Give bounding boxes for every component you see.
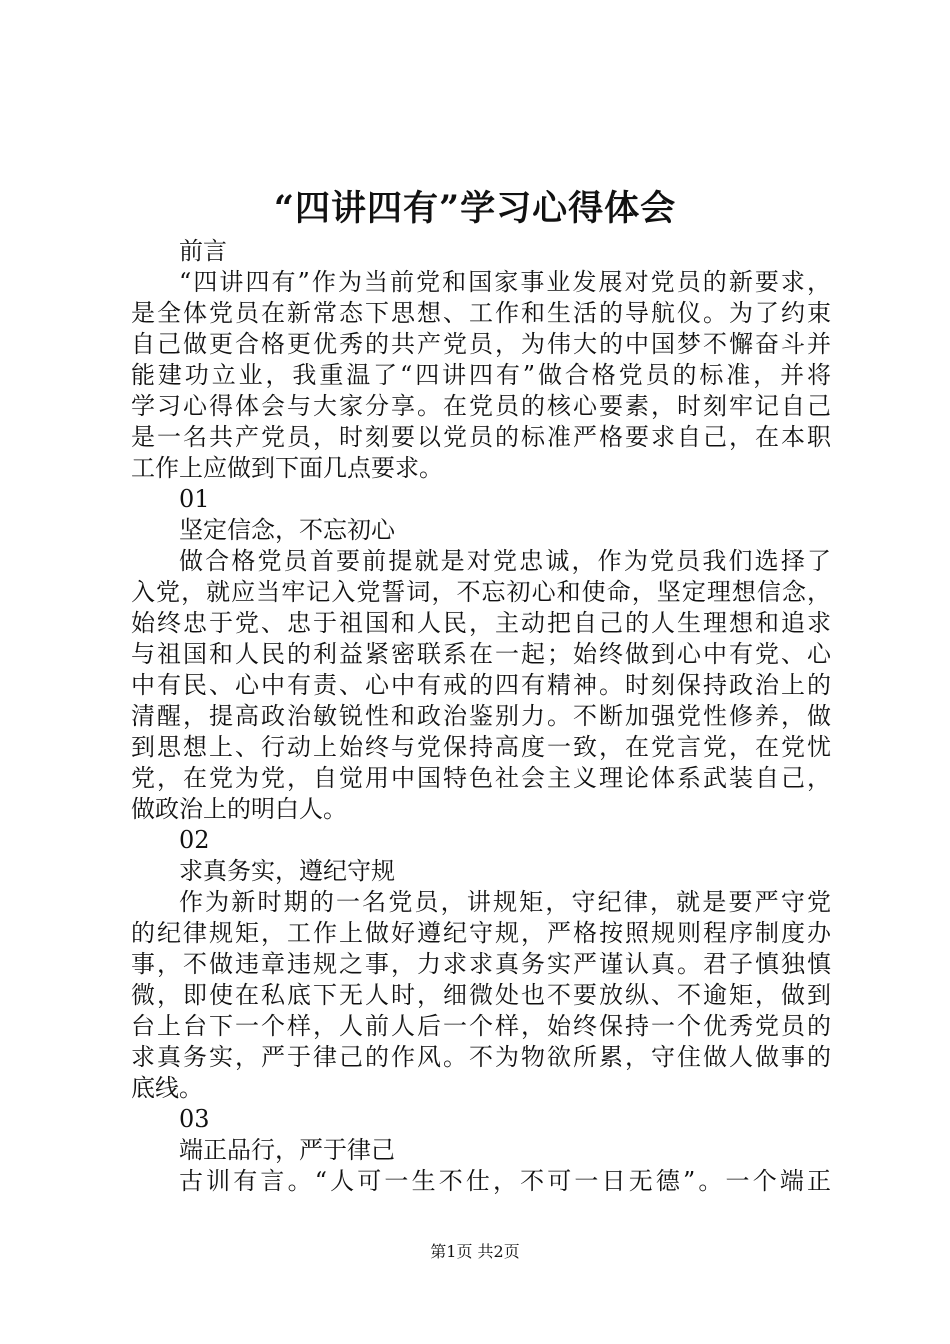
text-line: 古训有言。“人可一生不仕，不可一日无德”。一个端正 (179, 1167, 831, 1195)
text-line: 01 (179, 485, 210, 513)
text-line: 求真务实，遵纪守规 (179, 857, 395, 885)
text-line: 做政治上的明白人。 (131, 795, 347, 823)
text-line: 作为新时期的一名党员，讲规矩，守纪律，就是要严守党 (179, 888, 831, 916)
text-line: 求真务实，严于律己的作风。不为物欲所累，守住做人做事的 (131, 1043, 831, 1071)
text-line: 是全体党员在新常态下思想、工作和生活的导航仪。为了约束 (131, 299, 831, 327)
page-title: “四讲四有”学习心得体会 (273, 188, 677, 229)
text-line: 做合格党员首要前提就是对党忠诚，作为党员我们选择了 (179, 547, 831, 575)
text-line: 坚定信念，不忘初心 (179, 516, 395, 544)
text-line: 清醒，提高政治敏锐性和政治鉴别力。不断加强党性修养，做 (131, 702, 831, 730)
text-line: 前言 (179, 237, 227, 265)
text-line: 学习心得体会与大家分享。在党员的核心要素，时刻牢记自己 (131, 392, 831, 420)
document-body (131, 236, 831, 1197)
text-line: “四讲四有”作为当前党和国家事业发展对党员的新要求， (179, 268, 831, 296)
page-footer: 第1页 共2页 (430, 1242, 520, 1261)
text-line: 是一名共产党员，时刻要以党员的标准严格要求自己，在本职 (131, 423, 831, 451)
text-line: 与祖国和人民的利益紧密联系在一起；始终做到心中有党、心 (131, 640, 831, 668)
text-line: 自己做更合格更优秀的共产党员，为伟大的中国梦不懈奋斗并 (131, 330, 831, 358)
text-line: 事，不做违章违规之事，力求求真务实严谨认真。君子慎独慎 (131, 950, 831, 978)
text-line: 始终忠于党、忠于祖国和人民，主动把自己的人生理想和追求 (131, 609, 831, 637)
text-line: 台上台下一个样，人前人后一个样，始终保持一个优秀党员的 (131, 1012, 831, 1040)
text-line: 底线。 (131, 1074, 203, 1102)
text-line: 的纪律规矩，工作上做好遵纪守规，严格按照规则程序制度办 (131, 919, 831, 947)
text-line: 端正品行，严于律己 (179, 1136, 395, 1164)
text-line: 03 (179, 1105, 210, 1133)
text-line: 02 (179, 826, 210, 854)
text-line: 党，在党为党，自觉用中国特色社会主义理论体系武装自己， (131, 764, 831, 792)
text-line: 入党，就应当牢记入党誓词，不忘初心和使命，坚定理想信念， (131, 578, 831, 606)
text-line: 到思想上、行动上始终与党保持高度一致，在党言党，在党忧 (131, 733, 831, 761)
text-line: 微，即使在私底下无人时，细微处也不要放纵、不逾矩，做到 (131, 981, 831, 1009)
text-line: 能建功立业，我重温了“四讲四有”做合格党员的标准，并将 (131, 361, 831, 389)
text-line: 工作上应做到下面几点要求。 (131, 454, 443, 482)
text-line: 中有民、心中有责、心中有戒的四有精神。时刻保持政治上的 (131, 671, 831, 699)
